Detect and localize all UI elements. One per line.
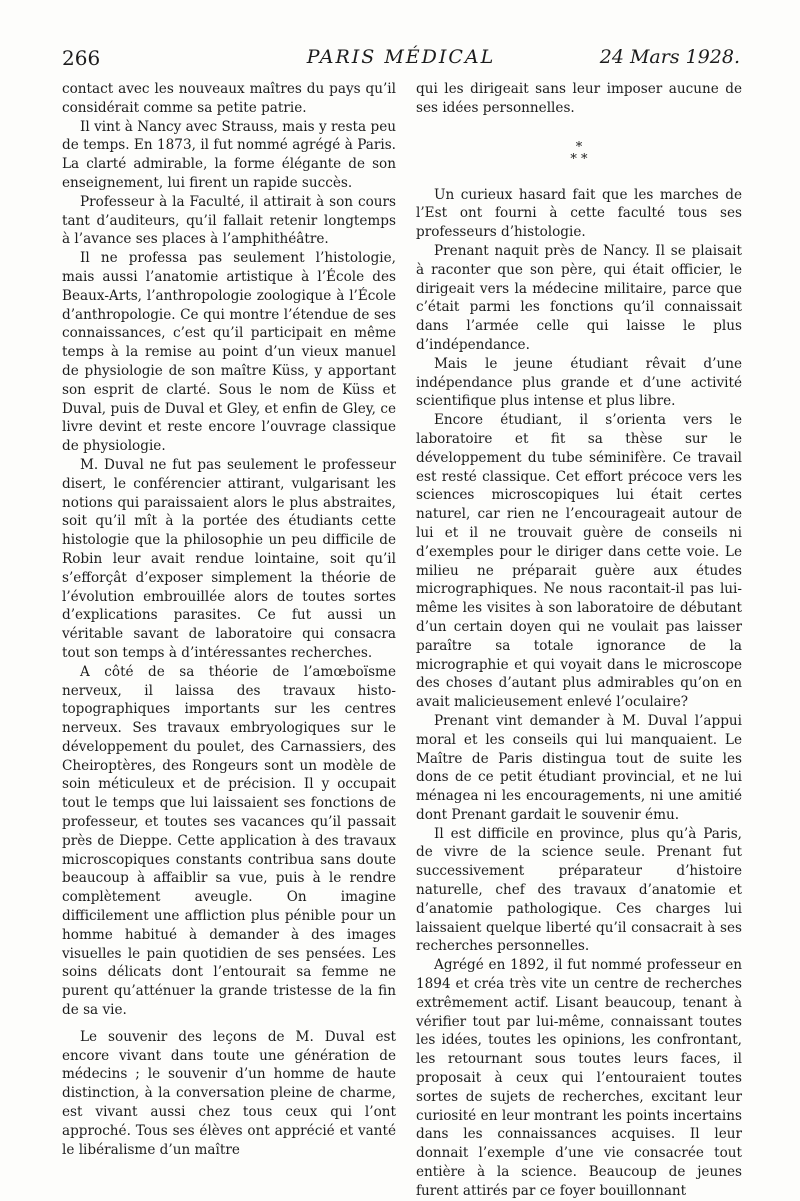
- page-header: [62, 46, 740, 70]
- page-number: 266: [62, 46, 101, 70]
- paragraph: Il ne professa pas seulement l’histologie, mais aussi l’anatomie artistique à l’École des Beaux-Arts, l’anthropologie zoologique à l’École d’anthropologie. Ce qui montre l’étendue de ses connaissances, c’est qu’il participait en même temps à la remise au point d’un vieux manuel de physiologie de son maître Küss, y apportant son esprit de clarté. Sous le nom de Küss et Duval, puis de Duval et Gley, et enfin de Gley, ce livre devint et reste encore l’ouvrage classique de physiologie.: [62, 250, 396, 455]
- paragraph: contact avec les nouveaux maîtres du pays qu’il considérait comme sa petite patrie.: [62, 81, 396, 116]
- paragraph: Professeur à la Faculté, il attirait à son cours tant d’auditeurs, qu’il fallait retenir longtemps à l’avance ses places à l’amphithéâtre.: [62, 193, 396, 248]
- asterism: * * *: [570, 139, 588, 167]
- paragraph: Mais le jeune étudiant rêvait d’une indépendance plus grande et d’une activité scientifique plus intense et plus libre.: [416, 355, 742, 410]
- paragraph: M. Duval ne fut pas seulement le professeur disert, le conférencier attirant, vulgarisant les notions qui paraissaient alors le plus abstraites, soit qu’il mît à la portée des étudiants cette histologie que la philosophie un peu difficile de Robin leur avait rendue lointaine, soit qu’il s’efforçât d’exposer simplement la théorie de l’évolution embrouillée alors de toutes sortes d’explications parasites. Ce fut aussi un véritable savant de laboratoire qui consacra tout son temps à d’intéressantes recherches.: [62, 456, 396, 661]
- paragraph: Il vint à Nancy avec Strauss, mais y resta peu de temps. En 1873, il fut nommé agrégé à Paris. La clarté admirable, la forme élégante de son enseignement, lui firent un rapide succès.: [62, 118, 396, 191]
- section-separator: [416, 139, 742, 167]
- left-column: [62, 80, 396, 1159]
- paragraph: A côté de sa théorie de l’amœboïsme nerveux, il laissa des travaux histo-topographiques importants sur les centres nerveux. Ses travaux embryologiques sur le développement du poulet, des Carnassiers, des Cheiroptères, des Rongeurs sont un modèle de soin méticuleux et de précision. Il y occupait tout le temps que lui laissaient ses fonctions de professeur, et toutes ses vacances qu’il passait près de Dieppe. Cette application à des travaux microscopiques constants contribua sans doute beaucoup à affaiblir sa vue, puis à le rendre complètement aveugle. On imagine difficilement une affliction plus pénible pour un homme habitué à demander à des images visuelles le pain quotidien de ses pensées. Les soins délicats dont l’entourait sa femme ne purent qu’atténuer la grande tristesse de la fin de sa vie.: [62, 663, 396, 1019]
- paragraph: Encore étudiant, il s’orienta vers le laboratoire et fit sa thèse sur le développement du tube séminifère. Ce travail est resté classique. Cet effort précoce vers les sciences microscopiques lui était certes naturel, car rien ne l’encourageait autour de lui et il ne trouvait guère de conseils ni d’exemples pour le diriger dans cette voie. Le milieu ne préparait guère aux études micrographiques. Ne nous racontait-il pas lui-même les visites à son laboratoire de débutant d’un certain doyen qui ne voulait pas laisser paraître sa totale ignorance de la micrographie et qui voyait dans le microscope des choses d’autant plus admirables qu’on en avait malicieusement enlevé l’oculaire?: [416, 412, 742, 711]
- paragraph: Prenant naquit près de Nancy. Il se plaisait à raconter que son père, qui était officier, le dirigeait vers la médecine militaire, parce que c’était parmi les fonctions qu’il connaissait dans l’armée celle qui laisse le plus d’indépendance.: [416, 242, 742, 353]
- paragraph: Il est difficile en province, plus qu’à Paris, de vivre de la science seule. Prenant fut successivement préparateur d’histoire naturelle, chef des travaux d’anatomie et d’anatomie pathologique. Ces charges lui laissaient quelque liberté qu’il consacrait à ses recherches personnelles.: [416, 825, 742, 955]
- paragraph: Prenant vint demander à M. Duval l’appui moral et les conseils qui lui manquaient. Le Maître de Paris distingua tout de suite les dons de ce petit étudiant provincial, et ne lui ménagea ni les encouragements, ni une amitié dont Prenant gardait le souvenir ému.: [416, 712, 742, 823]
- paragraph: Le souvenir des leçons de M. Duval est encore vivant dans toute une génération de médecins ; le souvenir d’un homme de haute distinction, à la conversation pleine de charme, est vivant aussi chez tous ceux qui l’ont approché. Tous ses élèves ont apprécié et vanté le libéralisme d’un maître: [62, 1028, 396, 1158]
- journal-title: PARIS MÉDICAL: [306, 46, 496, 68]
- paragraph: Agrégé en 1892, il fut nommé professeur en 1894 et créa très vite un centre de recherches extrêmement actif. Lisant beaucoup, tenant à vérifier tout par lui-même, connaissant toutes les idées, toutes les opinions, les confrontant, les retournant sous toutes leurs faces, il proposait à ceux qui l’entouraient toutes sortes de sujets de recherches, excitant leur curiosité en leur montrant les points incertains dans les connaissances acquises. Il leur donnait l’exemple d’une vie consacrée tout entière à la science. Beaucoup de jeunes furent attirés par ce foyer bouillonnant: [416, 957, 742, 1199]
- right-column: [416, 80, 742, 1201]
- paragraph: Un curieux hasard fait que les marches de l’Est ont fourni à cette faculté tous ses professeurs d’histologie.: [416, 186, 742, 241]
- paragraph: qui les dirigeait sans leur imposer aucune de ses idées personnelles.: [416, 81, 742, 116]
- issue-date: 24 Mars 1928.: [599, 46, 740, 68]
